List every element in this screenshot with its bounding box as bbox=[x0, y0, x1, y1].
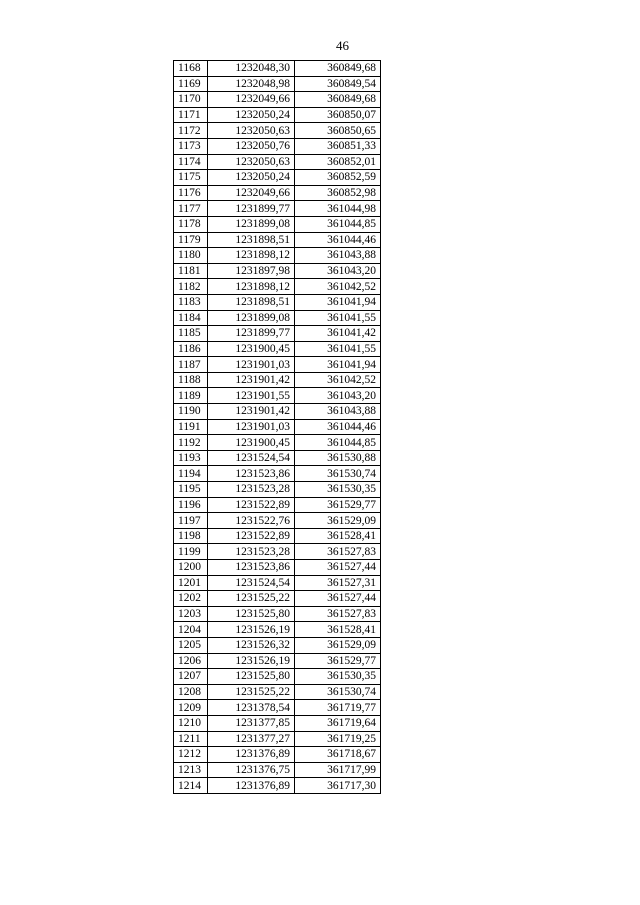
point-number-cell: 1198 bbox=[174, 528, 208, 544]
x-coordinate-cell: 1231522,89 bbox=[208, 497, 295, 513]
x-coordinate-cell: 1231526,19 bbox=[208, 653, 295, 669]
point-number-cell: 1212 bbox=[174, 747, 208, 763]
table-row bbox=[174, 450, 381, 466]
y-coordinate-cell: 361041,55 bbox=[295, 310, 381, 326]
x-coordinate-cell: 1231525,22 bbox=[208, 591, 295, 607]
point-number-cell: 1213 bbox=[174, 762, 208, 778]
y-coordinate-cell: 361044,46 bbox=[295, 419, 381, 435]
table-row bbox=[174, 544, 381, 560]
x-coordinate-cell: 1232049,66 bbox=[208, 185, 295, 201]
y-coordinate-cell: 360850,65 bbox=[295, 123, 381, 139]
x-coordinate-cell: 1231524,54 bbox=[208, 575, 295, 591]
table-row bbox=[174, 279, 381, 295]
y-coordinate-cell: 361529,09 bbox=[295, 637, 381, 653]
table-row bbox=[174, 294, 381, 310]
point-number-cell: 1171 bbox=[174, 107, 208, 123]
x-coordinate-cell: 1232050,24 bbox=[208, 170, 295, 186]
y-coordinate-cell: 361527,44 bbox=[295, 560, 381, 576]
x-coordinate-cell: 1231378,54 bbox=[208, 700, 295, 716]
table-row bbox=[174, 653, 381, 669]
table-row bbox=[174, 419, 381, 435]
x-coordinate-cell: 1231526,19 bbox=[208, 622, 295, 638]
table-row bbox=[174, 216, 381, 232]
point-number-cell: 1177 bbox=[174, 201, 208, 217]
x-coordinate-cell: 1231526,32 bbox=[208, 637, 295, 653]
point-number-cell: 1175 bbox=[174, 170, 208, 186]
table-row bbox=[174, 404, 381, 420]
x-coordinate-cell: 1231901,55 bbox=[208, 388, 295, 404]
table-row bbox=[174, 762, 381, 778]
table-row bbox=[174, 170, 381, 186]
x-coordinate-cell: 1232050,76 bbox=[208, 138, 295, 154]
x-coordinate-cell: 1231525,22 bbox=[208, 684, 295, 700]
page-number: 46 bbox=[336, 38, 349, 53]
y-coordinate-cell: 361528,41 bbox=[295, 622, 381, 638]
point-number-cell: 1191 bbox=[174, 419, 208, 435]
table-row bbox=[174, 326, 381, 342]
x-coordinate-cell: 1231901,42 bbox=[208, 372, 295, 388]
point-number-cell: 1182 bbox=[174, 279, 208, 295]
y-coordinate-cell: 361043,20 bbox=[295, 263, 381, 279]
y-coordinate-cell: 361042,52 bbox=[295, 372, 381, 388]
point-number-cell: 1189 bbox=[174, 388, 208, 404]
y-coordinate-cell: 361041,94 bbox=[295, 357, 381, 373]
y-coordinate-cell: 361044,85 bbox=[295, 216, 381, 232]
table-row bbox=[174, 388, 381, 404]
y-coordinate-cell: 361530,88 bbox=[295, 450, 381, 466]
table-row bbox=[174, 185, 381, 201]
table-row bbox=[174, 575, 381, 591]
x-coordinate-cell: 1231376,75 bbox=[208, 762, 295, 778]
table-row bbox=[174, 606, 381, 622]
point-number-cell: 1204 bbox=[174, 622, 208, 638]
y-coordinate-cell: 361717,99 bbox=[295, 762, 381, 778]
y-coordinate-cell: 361527,31 bbox=[295, 575, 381, 591]
x-coordinate-cell: 1232050,63 bbox=[208, 123, 295, 139]
y-coordinate-cell: 361041,42 bbox=[295, 326, 381, 342]
table-row bbox=[174, 715, 381, 731]
table-row bbox=[174, 747, 381, 763]
y-coordinate-cell: 361529,77 bbox=[295, 653, 381, 669]
table-row bbox=[174, 497, 381, 513]
point-number-cell: 1201 bbox=[174, 575, 208, 591]
y-coordinate-cell: 360849,54 bbox=[295, 76, 381, 92]
x-coordinate-cell: 1231898,51 bbox=[208, 294, 295, 310]
x-coordinate-cell: 1231523,86 bbox=[208, 560, 295, 576]
point-number-cell: 1193 bbox=[174, 450, 208, 466]
y-coordinate-cell: 361043,88 bbox=[295, 404, 381, 420]
point-number-cell: 1196 bbox=[174, 497, 208, 513]
coordinates-table-body bbox=[174, 61, 381, 794]
x-coordinate-cell: 1231899,77 bbox=[208, 201, 295, 217]
point-number-cell: 1207 bbox=[174, 669, 208, 685]
y-coordinate-cell: 361719,25 bbox=[295, 731, 381, 747]
y-coordinate-cell: 361717,30 bbox=[295, 778, 381, 794]
x-coordinate-cell: 1231898,51 bbox=[208, 232, 295, 248]
table-row bbox=[174, 622, 381, 638]
y-coordinate-cell: 361530,35 bbox=[295, 482, 381, 498]
point-number-cell: 1176 bbox=[174, 185, 208, 201]
table-row bbox=[174, 232, 381, 248]
y-coordinate-cell: 361527,83 bbox=[295, 606, 381, 622]
point-number-cell: 1188 bbox=[174, 372, 208, 388]
point-number-cell: 1197 bbox=[174, 513, 208, 529]
y-coordinate-cell: 361044,98 bbox=[295, 201, 381, 217]
x-coordinate-cell: 1232048,30 bbox=[208, 61, 295, 77]
x-coordinate-cell: 1231377,85 bbox=[208, 715, 295, 731]
point-number-cell: 1214 bbox=[174, 778, 208, 794]
point-number-cell: 1205 bbox=[174, 637, 208, 653]
table-row bbox=[174, 731, 381, 747]
point-number-cell: 1180 bbox=[174, 248, 208, 264]
table-row bbox=[174, 513, 381, 529]
point-number-cell: 1168 bbox=[174, 61, 208, 77]
y-coordinate-cell: 361527,44 bbox=[295, 591, 381, 607]
point-number-cell: 1172 bbox=[174, 123, 208, 139]
point-number-cell: 1183 bbox=[174, 294, 208, 310]
y-coordinate-cell: 361044,85 bbox=[295, 435, 381, 451]
table-row bbox=[174, 138, 381, 154]
y-coordinate-cell: 361530,74 bbox=[295, 466, 381, 482]
point-number-cell: 1179 bbox=[174, 232, 208, 248]
y-coordinate-cell: 361528,41 bbox=[295, 528, 381, 544]
y-coordinate-cell: 360851,33 bbox=[295, 138, 381, 154]
y-coordinate-cell: 360852,98 bbox=[295, 185, 381, 201]
point-number-cell: 1195 bbox=[174, 482, 208, 498]
x-coordinate-cell: 1231901,42 bbox=[208, 404, 295, 420]
point-number-cell: 1174 bbox=[174, 154, 208, 170]
x-coordinate-cell: 1231900,45 bbox=[208, 435, 295, 451]
y-coordinate-cell: 360849,68 bbox=[295, 92, 381, 108]
point-number-cell: 1185 bbox=[174, 326, 208, 342]
x-coordinate-cell: 1231377,27 bbox=[208, 731, 295, 747]
x-coordinate-cell: 1232050,63 bbox=[208, 154, 295, 170]
point-number-cell: 1210 bbox=[174, 715, 208, 731]
x-coordinate-cell: 1232050,24 bbox=[208, 107, 295, 123]
x-coordinate-cell: 1231523,28 bbox=[208, 482, 295, 498]
x-coordinate-cell: 1231899,08 bbox=[208, 216, 295, 232]
table-row bbox=[174, 201, 381, 217]
x-coordinate-cell: 1231901,03 bbox=[208, 357, 295, 373]
x-coordinate-cell: 1231525,80 bbox=[208, 606, 295, 622]
point-number-cell: 1181 bbox=[174, 263, 208, 279]
table-row bbox=[174, 466, 381, 482]
y-coordinate-cell: 361530,74 bbox=[295, 684, 381, 700]
y-coordinate-cell: 361043,20 bbox=[295, 388, 381, 404]
point-number-cell: 1203 bbox=[174, 606, 208, 622]
point-number-cell: 1202 bbox=[174, 591, 208, 607]
y-coordinate-cell: 361043,88 bbox=[295, 248, 381, 264]
point-number-cell: 1178 bbox=[174, 216, 208, 232]
table-row bbox=[174, 341, 381, 357]
table-row bbox=[174, 357, 381, 373]
x-coordinate-cell: 1231524,54 bbox=[208, 450, 295, 466]
y-coordinate-cell: 361719,64 bbox=[295, 715, 381, 731]
y-coordinate-cell: 361041,55 bbox=[295, 341, 381, 357]
point-number-cell: 1194 bbox=[174, 466, 208, 482]
x-coordinate-cell: 1231376,89 bbox=[208, 778, 295, 794]
x-coordinate-cell: 1231525,80 bbox=[208, 669, 295, 685]
y-coordinate-cell: 361530,35 bbox=[295, 669, 381, 685]
x-coordinate-cell: 1231898,12 bbox=[208, 279, 295, 295]
y-coordinate-cell: 361529,77 bbox=[295, 497, 381, 513]
x-coordinate-cell: 1231522,76 bbox=[208, 513, 295, 529]
y-coordinate-cell: 360849,68 bbox=[295, 61, 381, 77]
x-coordinate-cell: 1232048,98 bbox=[208, 76, 295, 92]
table-row bbox=[174, 92, 381, 108]
x-coordinate-cell: 1231522,89 bbox=[208, 528, 295, 544]
x-coordinate-cell: 1231376,89 bbox=[208, 747, 295, 763]
point-number-cell: 1187 bbox=[174, 357, 208, 373]
x-coordinate-cell: 1231898,12 bbox=[208, 248, 295, 264]
point-number-cell: 1199 bbox=[174, 544, 208, 560]
table-row bbox=[174, 700, 381, 716]
x-coordinate-cell: 1231900,45 bbox=[208, 341, 295, 357]
table-row bbox=[174, 154, 381, 170]
point-number-cell: 1190 bbox=[174, 404, 208, 420]
y-coordinate-cell: 360852,59 bbox=[295, 170, 381, 186]
table-row bbox=[174, 123, 381, 139]
point-number-cell: 1200 bbox=[174, 560, 208, 576]
y-coordinate-cell: 361529,09 bbox=[295, 513, 381, 529]
table-row bbox=[174, 637, 381, 653]
x-coordinate-cell: 1231523,28 bbox=[208, 544, 295, 560]
point-number-cell: 1208 bbox=[174, 684, 208, 700]
table-row bbox=[174, 76, 381, 92]
point-number-cell: 1170 bbox=[174, 92, 208, 108]
y-coordinate-cell: 361527,83 bbox=[295, 544, 381, 560]
x-coordinate-cell: 1232049,66 bbox=[208, 92, 295, 108]
table-row bbox=[174, 684, 381, 700]
point-number-cell: 1173 bbox=[174, 138, 208, 154]
x-coordinate-cell: 1231899,08 bbox=[208, 310, 295, 326]
table-row bbox=[174, 778, 381, 794]
table-row bbox=[174, 372, 381, 388]
y-coordinate-cell: 361044,46 bbox=[295, 232, 381, 248]
point-number-cell: 1192 bbox=[174, 435, 208, 451]
table-row bbox=[174, 263, 381, 279]
point-number-cell: 1209 bbox=[174, 700, 208, 716]
table-row bbox=[174, 482, 381, 498]
table-row bbox=[174, 669, 381, 685]
table-row bbox=[174, 61, 381, 77]
table-row bbox=[174, 310, 381, 326]
point-number-cell: 1211 bbox=[174, 731, 208, 747]
y-coordinate-cell: 361041,94 bbox=[295, 294, 381, 310]
y-coordinate-cell: 361719,77 bbox=[295, 700, 381, 716]
table-row bbox=[174, 248, 381, 264]
table-row bbox=[174, 107, 381, 123]
table-row bbox=[174, 528, 381, 544]
table-row bbox=[174, 560, 381, 576]
point-number-cell: 1206 bbox=[174, 653, 208, 669]
table-row bbox=[174, 591, 381, 607]
y-coordinate-cell: 360850,07 bbox=[295, 107, 381, 123]
x-coordinate-cell: 1231901,03 bbox=[208, 419, 295, 435]
point-number-cell: 1186 bbox=[174, 341, 208, 357]
y-coordinate-cell: 360852,01 bbox=[295, 154, 381, 170]
x-coordinate-cell: 1231523,86 bbox=[208, 466, 295, 482]
table-row bbox=[174, 435, 381, 451]
point-number-cell: 1184 bbox=[174, 310, 208, 326]
x-coordinate-cell: 1231899,77 bbox=[208, 326, 295, 342]
point-number-cell: 1169 bbox=[174, 76, 208, 92]
coordinates-table bbox=[173, 60, 381, 794]
x-coordinate-cell: 1231897,98 bbox=[208, 263, 295, 279]
y-coordinate-cell: 361042,52 bbox=[295, 279, 381, 295]
y-coordinate-cell: 361718,67 bbox=[295, 747, 381, 763]
